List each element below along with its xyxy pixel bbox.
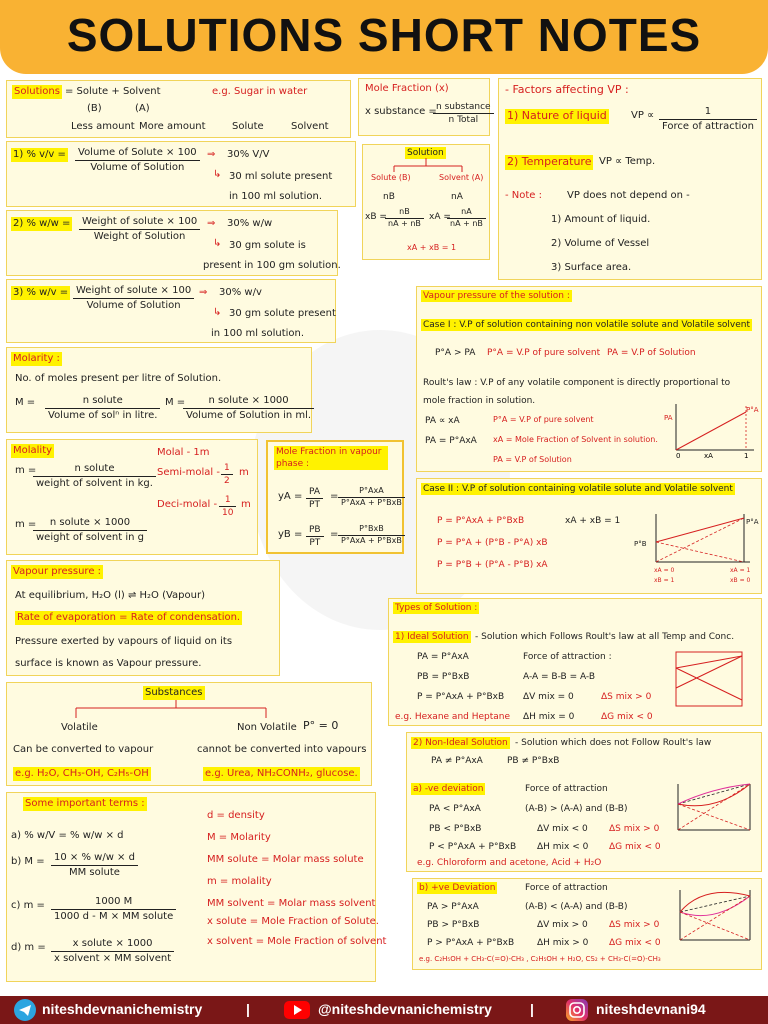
factor-nature-den: Force of attraction xyxy=(662,120,754,132)
posdev-p3: P > P°AxA + P°BxB xyxy=(427,938,515,948)
vapour-def-1: Pressure exerted by vapours of liquid on its xyxy=(15,636,233,647)
case1-title: Case I : V.P of solution containing non volatile solute and Volatile solvent xyxy=(423,320,751,330)
factor-nature-num: 1 xyxy=(659,105,757,120)
youtube-icon[interactable] xyxy=(284,1001,310,1019)
nonideal-title: 2) Non-Ideal Solution xyxy=(413,738,508,748)
molality-box xyxy=(6,439,258,555)
vapour-pressure-box xyxy=(6,560,280,676)
case2-eq2: P = P°A + (P°B - P°A) xB xyxy=(437,538,548,548)
molality-m2: m = xyxy=(15,519,37,530)
solution-box-xa-frac xyxy=(447,207,486,230)
instagram-icon[interactable] xyxy=(566,999,588,1021)
mole-fraction-box xyxy=(358,78,490,136)
ideal-ds: ΔS mix > 0 xyxy=(601,692,652,702)
neg-example: e.g. Chloroform and acetone, Acid + H₂O xyxy=(417,858,602,868)
solution-box-sum: xA + xB = 1 xyxy=(407,243,457,252)
posdev-title: b) +ve Deviation xyxy=(419,883,496,893)
ideal-def: - Solution which Follows Roult's law at all Temp and Conc. xyxy=(475,632,735,642)
posdev-p3b: ΔH mix > 0 xyxy=(537,938,589,948)
solution-box-title: Solution xyxy=(407,148,444,158)
neg-n3: P < P°AxA + P°BxB xyxy=(429,842,517,852)
factor-nature-eq: VP ∝ xyxy=(631,110,655,121)
posdev-foa: Force of attraction xyxy=(525,883,608,893)
footer-separator-2: | xyxy=(530,1001,534,1017)
wv-numerator: Weight of solute × 100 xyxy=(73,284,194,299)
solution-box-solute: Solute (B) xyxy=(371,173,411,182)
solute-b: (B) xyxy=(87,103,102,114)
note-item-3: 3) Surface area. xyxy=(551,262,632,273)
term-b-den: MM solute xyxy=(69,866,120,878)
ww-denominator: Weight of Solution xyxy=(93,230,186,242)
solutions-definition-box xyxy=(6,80,351,138)
header-banner xyxy=(0,0,768,74)
posdev-example: e.g. C₂H₅OH + CH₃-C(=O)-CH₃ , C₂H₅OH + H₂O, CS₂ + CH₃-C(=O)-CH₃ xyxy=(419,955,661,963)
molality-fraction-2 xyxy=(33,516,147,544)
xa-num: nA xyxy=(447,207,486,219)
neg-n2b: ΔV mix < 0 xyxy=(537,824,588,834)
factor-temperature-eq: VP ∝ Temp. xyxy=(599,156,656,167)
molality-m1: m = xyxy=(15,465,37,476)
term-c-num: 1000 M xyxy=(51,895,176,910)
graph-p0-label: P°A xyxy=(746,406,759,414)
neg-n3b: ΔH mix < 0 xyxy=(537,842,589,852)
factor-nature-frac xyxy=(659,105,757,133)
molality-den-2: weight of solvent in g xyxy=(36,531,144,543)
case2-eq1: P = P°AxA + P°BxB xyxy=(437,516,525,526)
ww-example-line3: present in 100 gm solution. xyxy=(203,260,341,271)
instagram-handle[interactable]: niteshdevnani94 xyxy=(596,1001,706,1017)
posdev-p2b: ΔV mix > 0 xyxy=(537,920,588,930)
molarity-num-2: n solute × 1000 xyxy=(183,394,314,409)
ya-den2: P°AxA + P°BxB xyxy=(341,497,402,507)
term-r6: x solute = Mole Fraction of Solute. xyxy=(207,916,379,927)
nonvolatile-label: Non Volatile xyxy=(237,722,297,733)
posdev-p2: PB > P°BxB xyxy=(427,920,480,930)
mole-fraction-frac xyxy=(433,101,494,126)
vapour-equilibrium: At equilibrium, H₂O (l) ⇌ H₂O (Vapour) xyxy=(15,590,205,601)
graph-xa-label: xA xyxy=(704,452,713,460)
raoult-r4: xA = Mole Fraction of Solvent in solution. xyxy=(493,435,658,444)
semi-molal-fraction xyxy=(221,462,233,487)
wv-label: 3) % w/v = xyxy=(13,287,69,298)
footer-separator-1: | xyxy=(246,1001,250,1017)
telegram-icon[interactable] xyxy=(14,999,36,1021)
neg-deviation-graph xyxy=(672,778,758,838)
molarity-num-1: n solute xyxy=(45,394,160,409)
molarity-fraction-1 xyxy=(45,394,160,422)
telegram-handle[interactable]: niteshdevnanichemistry xyxy=(42,1001,203,1017)
molal-def: Molal - 1m xyxy=(157,447,210,458)
ideal-graph xyxy=(672,648,748,712)
term-a: a) % w/V = % w/w × d xyxy=(11,830,124,841)
molality-title: Molality xyxy=(13,445,53,456)
yb-num: PB xyxy=(306,524,324,537)
ideal-example: e.g. Hexane and Heptane xyxy=(395,712,511,722)
mole-fraction-title: Mole Fraction (x) xyxy=(365,83,449,94)
solution-box-xa: xA = xyxy=(429,212,451,222)
case2-pb-label: P°B xyxy=(634,540,647,548)
case2-graph xyxy=(632,508,760,592)
wv-example: 30% w/v xyxy=(219,287,262,298)
case1-graph xyxy=(664,398,760,462)
molality-num-2: n solute × 1000 xyxy=(33,516,147,531)
xb-den: nA + nB xyxy=(388,218,421,228)
semi-molal: Semi-molal - xyxy=(157,467,220,478)
volatile-example: e.g. H₂O, CH₃-OH, C₂H₅-OH xyxy=(15,768,149,779)
term-d: d) m = xyxy=(11,942,46,953)
nonvolatile-p0: P° = 0 xyxy=(303,719,339,732)
nonideal-eq1: PA ≠ P°AxA xyxy=(431,756,483,766)
posdev-p1b: (A-B) < (A-A) and (B-B) xyxy=(525,902,628,912)
substances-title: Substances xyxy=(145,687,203,698)
youtube-handle[interactable]: @niteshdevnanichemistry xyxy=(318,1001,492,1017)
vv-numerator: Volume of Solute × 100 xyxy=(75,146,200,161)
molarity-title: Molarity : xyxy=(13,353,60,364)
term-b-num: 10 × % w/w × d xyxy=(51,851,138,866)
yb-den: PT xyxy=(309,538,321,549)
pos-deviation-graph xyxy=(674,884,758,950)
percent-ww-box: 2) % w/w = Weight of solute × 100 Weight of Solution ⇒ 30% w/w ↳ 30 gm solute is present in 100 gm solution. xyxy=(6,210,338,276)
neg-n2: PB < P°BxB xyxy=(429,824,482,834)
substances-tree-lines xyxy=(6,682,372,722)
ww-example: 30% w/w xyxy=(227,218,273,229)
mole-fraction-eq: x substance = xyxy=(365,106,437,117)
term-d-frac xyxy=(51,937,174,965)
nonideal-def: - Solution which does not Follow Roult's law xyxy=(515,738,712,748)
vv-label: 1) % v/v = xyxy=(13,149,66,160)
factor-nature: 1) Nature of liquid xyxy=(507,109,607,122)
factors-vp-box xyxy=(498,78,762,280)
ideal-dv: ΔV mix = 0 xyxy=(523,692,574,702)
posdev-p3c: ΔG mix < 0 xyxy=(609,938,661,948)
term-c-den: 1000 d - M × MM solute xyxy=(54,910,174,922)
xb-num: nB xyxy=(385,207,424,219)
case1-inequality: P°A > PA xyxy=(435,348,476,358)
percent-wv-box: 3) % w/v = Weight of solute × 100 Volume of Solution ⇒ 30% w/v ↳ 30 gm solute present in 100 ml solution. xyxy=(6,279,336,343)
mole-fraction-num: n substance xyxy=(433,101,494,114)
molarity-box xyxy=(6,347,312,433)
ya-num: PA xyxy=(306,486,323,499)
ideal-eq3: P = P°AxA + P°BxB xyxy=(417,692,505,702)
vapour-def-2: surface is known as Vapour pressure. xyxy=(15,658,202,669)
raoult-r1: PA ∝ xA xyxy=(425,416,460,426)
term-d-den: x solvent × MM solvent xyxy=(54,952,172,964)
raoult-law-2: mole fraction in solution. xyxy=(423,396,536,406)
ideal-eq2: PB = P°BxB xyxy=(417,672,470,682)
ww-numerator: Weight of solute × 100 xyxy=(79,215,200,230)
neg-n1: PA < P°AxA xyxy=(429,804,481,814)
ww-label: 2) % w/w = xyxy=(13,218,71,229)
term-d-num: x solute × 1000 xyxy=(51,937,174,952)
ya-num2: P°AxA xyxy=(338,486,405,498)
solution-tree-lines xyxy=(362,144,490,184)
term-r1: d = density xyxy=(207,810,265,821)
ideal-dh: ΔH mix = 0 xyxy=(523,712,575,722)
deci-molal-fraction xyxy=(219,494,236,519)
solutions-example: e.g. Sugar in water xyxy=(212,86,308,97)
mfvp-ya-frac2 xyxy=(338,486,405,509)
mfvp-yb-frac2 xyxy=(338,524,405,547)
vv-denominator: Volume of Solution xyxy=(90,161,185,173)
term-r7: x solvent = Mole Fraction of solvent xyxy=(207,936,387,947)
graph-x1-label: 1 xyxy=(744,452,749,460)
solution-box-xb: xB = xyxy=(365,212,387,222)
wv-example-line3: in 100 ml solution. xyxy=(211,328,305,339)
neg-n2c: ΔS mix > 0 xyxy=(609,824,660,834)
solution-box-nb: nB xyxy=(383,192,395,202)
note-text: VP does not depend on - xyxy=(567,190,690,201)
solution-box-na: nA xyxy=(451,192,463,202)
posdev-p2c: ΔS mix > 0 xyxy=(609,920,660,930)
vv-example-line3: in 100 ml solution. xyxy=(229,191,323,202)
ww-fraction xyxy=(79,215,200,243)
xa-den: nA + nB xyxy=(450,218,483,228)
molarity-den-2: Volume of Solution in ml. xyxy=(186,409,312,421)
mole-fraction-den: n Total xyxy=(448,115,479,126)
term-b-frac xyxy=(51,851,138,879)
mfvp-title: Mole Fraction in vapour phase : xyxy=(274,446,388,470)
case2-xb1: xB = 1 xyxy=(654,577,675,584)
ideal-title: 1) Ideal Solution xyxy=(395,632,469,642)
molarity-den-1: Volume of solⁿ in litre. xyxy=(48,409,158,421)
ya-den: PT xyxy=(309,500,320,511)
example-solvent: Solvent xyxy=(291,121,329,132)
yb-num2: P°BxB xyxy=(338,524,405,536)
mfvp-yb: yB = xyxy=(278,529,303,540)
ideal-foa-eq: A-A = B-B = A-B xyxy=(523,672,596,682)
molarity-m1: M = xyxy=(15,397,36,408)
posdev-p1: PA > P°AxA xyxy=(427,902,479,912)
types-title: Types of Solution : xyxy=(395,603,478,613)
volatile-desc: Can be converted to vapour xyxy=(13,744,154,755)
neg-deviation-title: a) -ve deviation xyxy=(413,784,484,794)
wv-example-line2: 30 gm solute present xyxy=(229,308,336,319)
case2-xb0: xB = 0 xyxy=(730,577,751,584)
solution-box-solvent: Solvent (A) xyxy=(439,173,484,182)
deci-den: 10 xyxy=(222,508,234,519)
vp-solution-title: Vapour pressure of the solution : xyxy=(423,291,570,301)
molality-num-1: n solute xyxy=(33,462,156,477)
molality-den-1: weight of solvent in kg. xyxy=(36,477,153,489)
neg-n1b: (A-B) > (A-A) and (B-B) xyxy=(525,804,628,814)
case2-title: Case II : V.P of solution containing volatile solute and Volatile solvent xyxy=(423,484,733,494)
graph-pa-label: PA xyxy=(664,414,673,422)
raoult-law: Roult's law : V.P of any volatile component is directly proportional to xyxy=(423,378,731,388)
case2-eq1b: xA + xB = 1 xyxy=(565,516,621,526)
term-r5: MM solvent = Molar mass solvent xyxy=(207,898,376,909)
molality-fraction-1 xyxy=(33,462,156,490)
mfvp-ya: yA = xyxy=(278,491,303,502)
more-amount: More amount xyxy=(139,121,206,132)
ideal-foa: Force of attraction : xyxy=(523,652,612,662)
case2-pa-label: P°A xyxy=(746,518,759,526)
graph-x0-label: 0 xyxy=(676,452,681,460)
molarity-m2: M = xyxy=(165,397,186,408)
note-label: - Note : xyxy=(505,190,543,201)
raoult-r5: PA = V.P of Solution xyxy=(493,455,572,464)
neg-foa: Force of attraction xyxy=(525,784,608,794)
semi-num: 1 xyxy=(221,462,233,475)
solution-box-xb-frac xyxy=(385,207,424,230)
term-r3: MM solute = Molar mass solute xyxy=(207,854,364,865)
mole-fraction-vapour-box: Mole Fraction in vapour phase : yA = $\frac{PA}{PT}$ = P°AxA P°AxA + P°BxB yB = $\frac{PB}{PT}$ = P°BxB P°AxA + P°BxB xyxy=(266,440,404,554)
note-item-2: 2) Volume of Vessel xyxy=(551,238,650,249)
mfvp-ya-frac xyxy=(306,486,323,511)
term-r2: M = Molarity xyxy=(207,832,271,843)
case2-xa1: xA = 1 xyxy=(730,567,751,574)
nonvolatile-example: e.g. Urea, NH₂CONH₂, glucose. xyxy=(205,768,358,779)
nonideal-eq2: PB ≠ P°BxB xyxy=(507,756,560,766)
raoult-r2: PA = P°AxA xyxy=(425,436,477,446)
term-c-frac xyxy=(51,895,176,923)
solutions-eq: = Solute + Solvent xyxy=(65,86,161,97)
ww-example-line2: 30 gm solute is xyxy=(229,240,306,251)
semi-unit: m xyxy=(239,467,249,478)
factors-title: - Factors affecting VP : xyxy=(505,83,629,96)
volatile-label: Volatile xyxy=(61,722,98,733)
vapour-title: Vapour pressure : xyxy=(13,566,102,577)
raoult-r3: P°A = V.P of pure solvent xyxy=(493,415,594,424)
nonvolatile-desc: cannot be converted into vapours xyxy=(197,744,367,755)
case1-p0-def: P°A = V.P of pure solvent xyxy=(487,348,601,358)
wv-fraction xyxy=(73,284,194,312)
semi-den: 2 xyxy=(224,476,230,487)
terms-title: Some important terms : xyxy=(25,798,145,809)
footer-bar xyxy=(0,996,768,1024)
case2-eq3: P = P°B + (P°A - P°B) xA xyxy=(437,560,548,570)
vapour-rate: Rate of evaporation = Rate of condensation. xyxy=(17,612,241,623)
terms-box xyxy=(6,792,387,982)
solvent-a: (A) xyxy=(135,103,150,114)
case2-xa0: xA = 0 xyxy=(654,567,675,574)
vv-fraction xyxy=(75,146,200,174)
example-solute: Solute xyxy=(232,121,264,132)
term-c: c) m = xyxy=(11,900,45,911)
molarity-fraction-2 xyxy=(183,394,314,422)
page-title: SOLUTIONS SHORT NOTES xyxy=(66,9,702,61)
ideal-dg: ΔG mix < 0 xyxy=(601,712,653,722)
vv-example: 30% V/V xyxy=(227,149,270,160)
mfvp-yb-frac xyxy=(306,524,324,549)
percent-vv-box: 1) % v/v = Volume of Solute × 100 Volume of Solution ⇒ 30% V/V ↳ 30 ml solute present in 100 ml solution. xyxy=(6,141,356,207)
wv-denominator: Volume of Solution xyxy=(86,299,181,311)
yb-den2: P°AxA + P°BxB xyxy=(341,535,402,545)
factor-temperature: 2) Temperature xyxy=(507,155,592,168)
ideal-eq1: PA = P°AxA xyxy=(417,652,469,662)
vv-example-line2: 30 ml solute present xyxy=(229,171,333,182)
note-item-1: 1) Amount of liquid. xyxy=(551,214,651,225)
deci-molal: Deci-molal - xyxy=(157,499,218,510)
less-amount: Less amount xyxy=(71,121,135,132)
neg-n3c: ΔG mix < 0 xyxy=(609,842,661,852)
molarity-def: No. of moles present per litre of Solution. xyxy=(15,373,222,384)
term-r4: m = molality xyxy=(207,876,272,887)
deci-num: 1 xyxy=(219,494,236,507)
solutions-title: Solutions xyxy=(14,86,60,97)
deci-unit: m xyxy=(241,499,251,510)
case1-pa-def: PA = V.P of Solution xyxy=(607,348,696,358)
term-b: b) M = xyxy=(11,856,45,867)
